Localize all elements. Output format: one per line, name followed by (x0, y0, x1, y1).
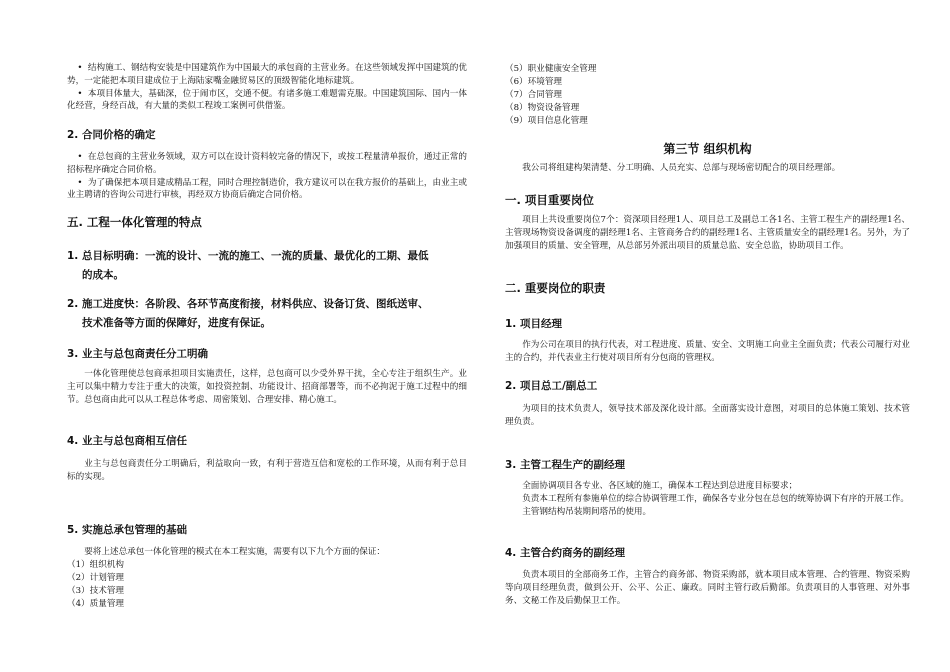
list-item: （3）技术管理 (67, 586, 125, 596)
heading-key-positions: 一. 项目重要岗位 (505, 193, 594, 207)
heading-integrated-management: 五. 工程一体化管理的特点 (67, 215, 202, 229)
guarantee-list (67, 559, 467, 611)
list-item: （7）合同管理 (505, 90, 563, 100)
bullet-text: 结构施工、钢结构安装是中国建筑作为中国最大的承包商的主营业务。在这些领域发挥中国建筑的优势，一定能把本项目建成位于上海陆家嘴金融贸易区的顶级智能化地标建筑。 (67, 63, 467, 86)
progress-line-2: 技术准备等方面的保障好，进度有保证。 (82, 317, 271, 329)
bullet-paragraph (67, 88, 467, 114)
heading-responsibility: 3. 业主与总包商责任分工明确 (67, 348, 208, 360)
contract-bullets (67, 151, 467, 202)
heading-duties: 二. 重要岗位的职责 (505, 281, 606, 295)
heading-commercial-manager: 4. 主管合约商务的副经理 (505, 547, 625, 559)
bullet-text: 本项目体量大，基础深，位于闹市区，交通不便。有诸多施工难题需克服。中国建筑国际、国内一体化经营，身经百战，有大量的类似工程竣工案例可供借鉴。 (67, 88, 467, 112)
heading-basis: 5. 实施总承包管理的基础 (67, 524, 187, 536)
list-item: （1）组织机构 (67, 560, 125, 570)
bullet-marker: • (77, 152, 83, 162)
section-intro: 我公司将组建构架清楚、分工明确、人员充实、总部与现场密切配合的项目经理部。 (522, 163, 841, 173)
goal-line-1: 1. 总目标明确：一流的设计、一流的施工、一流的质量、最优化的工期、最低 (67, 250, 429, 262)
heading-production-manager: 3. 主管工程生产的副经理 (505, 459, 625, 471)
intro-bullets (67, 62, 467, 113)
heading-mutual-trust: 4. 业主与总包商相互信任 (67, 435, 187, 447)
responsibility-text: 一体化管理使总包商承担项目实施责任，这样，总包商可以少受外界干扰，全心专注于组织生产。业主可以集中精力专注于重大的决策，如投资控制、功能设计、招商部署等，而不必拘泥于施工过程中的细节。总包商由此可以从工程总体考虑、周密策划、合理安排、精心施工。 (67, 369, 467, 405)
bullet-text: 在总包商的主营业务领域，双方可以在设计资料较完备的情况下，或按工程量清单报价，通过正常的招标程序确定合同价格。 (67, 152, 467, 175)
commercial-manager-text: 负责本项目的全部商务工作，主管合约商务部、物资采购部，就本项目成本管理、合约管理、物资采购等向项目经理负责，做到公开、公平、公正、廉政。同时主管行政后勤部。负责项目的人事管理、对外事务、文秘工作及后勤保卫工作。 (505, 570, 910, 606)
section-title: 第三节 组织机构 (663, 142, 752, 156)
list-item: （6）环境管理 (505, 77, 563, 87)
bullet-paragraph (67, 62, 467, 88)
list-item: （2）计划管理 (67, 573, 125, 583)
key-positions-text: 项目上共设重要岗位7个：资深项目经理1人、项目总工及副总工各1名、主管工程生产的副经理1名、主管现场物资设备调度的副经理1名、主管商务合约的副经理1名、主管质量安全的副经理1名。另外，为了加强项目的质量、安全管理，从总部另外派出项目的质量总监、安全总监，协助项目工作。 (505, 215, 910, 251)
bullet-marker: • (77, 88, 83, 99)
bullet-text: 为了确保把本项目建成精品工程，同时合理控制造价，我方建议可以在我方报价的基础上，由业主或业主聘请的咨询公司进行审核，再经双方协商后确定合同价格。 (67, 177, 467, 201)
production-manager-text (505, 480, 910, 518)
chief-engineer-text: 为项目的技术负责人，领导技术部及深化设计部。全面落实设计意图，对项目的总体施工策划、技术管理负责。 (505, 404, 910, 427)
bullet-paragraph (67, 177, 467, 203)
mutual-trust-text: 业主与总包商责任分工明确后，利益取向一致，有利于营造互信和宽松的工作环境，从而有利于总目标的实现。 (67, 459, 467, 482)
guarantee-list-continued (505, 63, 910, 128)
progress-line-1: 2. 施工进度快：各阶段、各环节高度衔接，材料供应、设备订货、图纸送审、 (67, 298, 429, 310)
basis-text: 要将上述总承包一体化管理的模式在本工程实施，需要有以下九个方面的保证： (84, 547, 385, 557)
heading-contract-price: 2. 合同价格的确定 (67, 129, 156, 141)
bullet-marker: • (77, 63, 83, 73)
list-item: （9）项目信息化管理 (505, 116, 588, 126)
goal-line-2: 的成本。 (82, 269, 124, 281)
bullet-marker: • (77, 177, 83, 188)
list-item: （5）职业健康安全管理 (505, 64, 597, 74)
duty-line: 负责本工程所有参施单位的综合协调管理工作，确保各专业分包在总包的统筹协调下有序的开展工作。 (522, 493, 909, 504)
list-item: （8）物资设备管理 (505, 103, 580, 113)
heading-project-manager: 1. 项目经理 (505, 318, 562, 330)
bullet-paragraph (67, 151, 467, 177)
heading-progress (67, 295, 467, 333)
heading-overall-goal (67, 247, 467, 285)
list-item: （4）质量管理 (67, 599, 125, 609)
duty-line: 主管钢结构吊装期间塔吊的使用。 (522, 506, 652, 517)
duty-line: 全面协调项目各专业、各区域的施工，确保本工程达到总进度目标要求； (522, 481, 798, 491)
project-manager-text: 作为公司在项目的执行代表，对工程进度、质量、安全、文明施工向业主全面负责；代表公司履行对业主的合约，并代表业主行使对项目所有分包商的管理权。 (505, 340, 910, 363)
heading-chief-engineer: 2. 项目总工/副总工 (505, 380, 598, 392)
